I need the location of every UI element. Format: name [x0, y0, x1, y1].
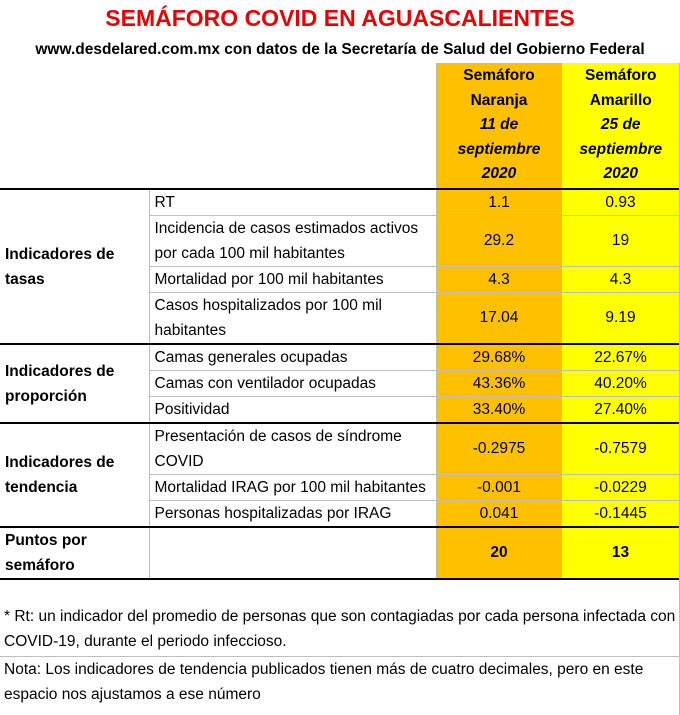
- row-label: Presentación de casos de síndrome COVID: [149, 423, 437, 475]
- header-naranja-date2: septiembre: [457, 140, 541, 158]
- value-amarillo: 0.93: [562, 189, 680, 216]
- value-amarillo: 40.20%: [562, 371, 680, 397]
- header-naranja-date3: 2020: [481, 165, 517, 182]
- value-naranja: -0.2975: [437, 423, 562, 475]
- row-label: Mortalidad IRAG por 100 mil habitantes: [149, 475, 437, 501]
- value-amarillo: 9.19: [562, 293, 680, 345]
- page-title: SEMÁFORO COVID EN AGUASCALIENTES: [105, 5, 575, 31]
- table-row: [0, 344, 680, 371]
- header-naranja-line1: Semáforo: [463, 67, 535, 84]
- points-naranja: 20: [437, 527, 562, 579]
- value-naranja: 29.68%: [437, 344, 562, 371]
- header-amarillo-date2: septiembre: [579, 140, 663, 158]
- value-amarillo: 22.67%: [562, 344, 680, 371]
- value-amarillo: -0.1445: [562, 501, 680, 528]
- group-label-puntos: Puntos por semáforo: [0, 527, 149, 579]
- value-naranja: 43.36%: [437, 371, 562, 397]
- row-label: Camas generales ocupadas: [149, 344, 437, 371]
- value-naranja: 0.041: [437, 501, 562, 528]
- group-label-proporcion: Indicadores de proporción: [0, 344, 149, 423]
- header-amarillo-line2: Amarillo: [589, 91, 652, 109]
- table-row: [0, 423, 680, 475]
- note-rt: * Rt: un indicador del promedio de personas que son contagiadas por cada persona infectada con COVID-19, durante el periodo infeccioso.: [4, 608, 676, 650]
- header-amarillo: [562, 63, 680, 189]
- points-blank: [149, 527, 437, 579]
- table-row: [0, 189, 680, 216]
- row-label: Casos hospitalizados por 100 mil habitantes: [149, 293, 437, 345]
- header-amarillo-line1: Semáforo: [585, 67, 657, 84]
- points-row: [0, 527, 680, 579]
- value-amarillo: 19: [562, 216, 680, 267]
- value-naranja: -0.001: [437, 475, 562, 501]
- row-label: Incidencia de casos estimados activos por cada 100 mil habitantes: [149, 216, 437, 267]
- header-naranja: [437, 63, 562, 189]
- value-amarillo: 27.40%: [562, 397, 680, 424]
- row-label: Mortalidad por 100 mil habitantes: [149, 267, 437, 293]
- header-blank-2: [149, 63, 437, 189]
- row-label: Positividad: [149, 397, 437, 424]
- group-label-tasas: Indicadores de tasas: [0, 189, 149, 344]
- value-naranja: 4.3: [437, 267, 562, 293]
- group-label-tendencia: Indicadores de tendencia: [0, 423, 149, 527]
- header-naranja-date1: 11 de: [479, 116, 519, 133]
- row-label: Camas con ventilador ocupadas: [149, 371, 437, 397]
- value-naranja: 17.04: [437, 293, 562, 345]
- value-naranja: 33.40%: [437, 397, 562, 424]
- value-naranja: 29.2: [437, 216, 562, 267]
- points-amarillo: 13: [562, 527, 680, 579]
- indicators-table: [0, 63, 680, 580]
- value-amarillo: -0.0229: [562, 475, 680, 501]
- row-label: RT: [149, 189, 437, 216]
- value-amarillo: 4.3: [562, 267, 680, 293]
- page-subtitle: www.desdelared.com.mx con datos de la Secretaría de Salud del Gobierno Federal: [35, 41, 645, 58]
- value-amarillo: -0.7579: [562, 423, 680, 475]
- header-amarillo-date3: 2020: [603, 165, 638, 182]
- header-amarillo-date1: 25 de: [600, 116, 641, 133]
- header-row: [0, 63, 680, 189]
- header-blank-1: [0, 63, 149, 189]
- note-tendencia: Nota: Los indicadores de tendencia publicados tienen más de cuatro decimales, pero en este espacio nos ajustamos a ese número: [0, 656, 680, 707]
- value-naranja: 1.1: [437, 189, 562, 216]
- row-label: Personas hospitalizadas por IRAG: [149, 501, 437, 528]
- header-naranja-line2: Naranja: [470, 91, 528, 109]
